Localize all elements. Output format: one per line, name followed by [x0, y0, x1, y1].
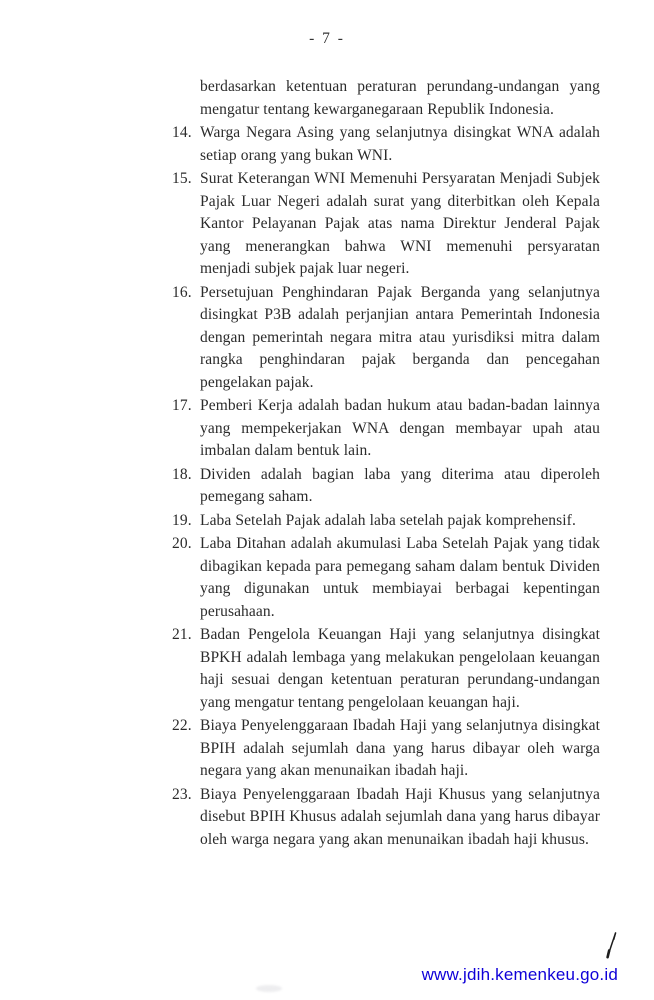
item-number: 18. — [172, 465, 192, 483]
list-item — [172, 395, 600, 463]
list-item — [172, 715, 600, 783]
item-text: Surat Keterangan WNI Memenuhi Persyaratan Menjadi Subjek Pajak Luar Negeri adalah surat yang diterbitkan oleh Kepala Kantor Pelayanan Pajak atas nama Direktur Jenderal Pajak yang menerangkan bahwa WNI memenuhi persyaratan menjadi subjek pajak luar negeri. — [200, 170, 600, 277]
list-item — [172, 122, 600, 167]
page-number: - 7 - — [309, 30, 345, 47]
item-number: 14. — [172, 124, 192, 141]
list-item — [172, 784, 600, 852]
item-number: 16. — [172, 283, 192, 301]
item-number: 23. — [172, 785, 192, 803]
item-text: Biaya Penyelenggaraan Ibadah Haji Khusus yang selanjutnya disebut BPIH Khusus adalah sejumlah dana yang harus dibayar oleh warga negara yang akan menunaikan ibadah haji khusus. — [200, 785, 600, 848]
scan-smudge — [256, 985, 282, 992]
item-text: Dividen adalah bagian laba yang diterima atau diperoleh pemegang saham. — [200, 465, 600, 505]
item-text: Warga Negara Asing yang selanjutnya disingkat WNA adalah setiap orang yang bukan WNI. — [200, 124, 600, 164]
item-number: 22. — [172, 717, 192, 734]
item-text: Laba Setelah Pajak adalah laba setelah pajak komprehensif. — [200, 511, 576, 529]
list-item — [172, 510, 600, 533]
item-number: 19. — [172, 511, 192, 529]
item-number: 15. — [172, 170, 192, 187]
item-text: Biaya Penyelenggaraan Ibadah Haji yang selanjutnya disingkat BPIH adalah sejumlah dana yang harus dibayar oleh warga negara yang akan menunaikan ibadah haji. — [200, 717, 600, 779]
item-text: Pemberi Kerja adalah badan hukum atau badan-badan lainnya yang mempekerjakan WNA dengan membayar upah atau imbalan dalam bentuk lain. — [200, 397, 600, 459]
list-item — [172, 282, 600, 395]
item-number: 21. — [172, 626, 192, 643]
list-item — [172, 464, 600, 509]
item-number: 20. — [172, 535, 192, 552]
jdih-website-link[interactable]: www.jdih.kemenkeu.go.id — [421, 965, 618, 984]
definitions-list — [172, 76, 600, 851]
list-item — [172, 624, 600, 714]
item-text: Laba Ditahan adalah akumulasi Laba Setelah Pajak yang tidak dibagikan kepada para pemegang saham dalam bentuk Dividen yang digunakan untuk membiayai berbagai kepentingan perusahaan. — [200, 535, 600, 620]
handwritten-initial-mark — [602, 931, 620, 965]
paragraph-continuation: berdasarkan ketentuan peraturan perundang-undangan yang mengatur tentang kewarganegaraan Republik Indonesia. — [200, 78, 600, 118]
item-text: Badan Pengelola Keuangan Haji yang selanjutnya disingkat BPKH adalah lembaga yang melakukan pengelolaan keuangan haji sesuai dengan ketentuan peraturan perundang-undangan yang mengatur tentang pengelolaan keuangan haji. — [200, 626, 600, 711]
item-number: 17. — [172, 397, 192, 414]
item-text: Persetujuan Penghindaran Pajak Berganda yang selanjutnya disingkat P3B adalah perjanjian antara Pemerintah Indonesia dengan pemerintah negara mitra atau yurisdiksi mitra dalam rangka penghindaran pajak berganda dan pencegahan pengelakan pajak. — [200, 283, 600, 391]
list-item — [172, 168, 600, 281]
list-item — [172, 533, 600, 623]
